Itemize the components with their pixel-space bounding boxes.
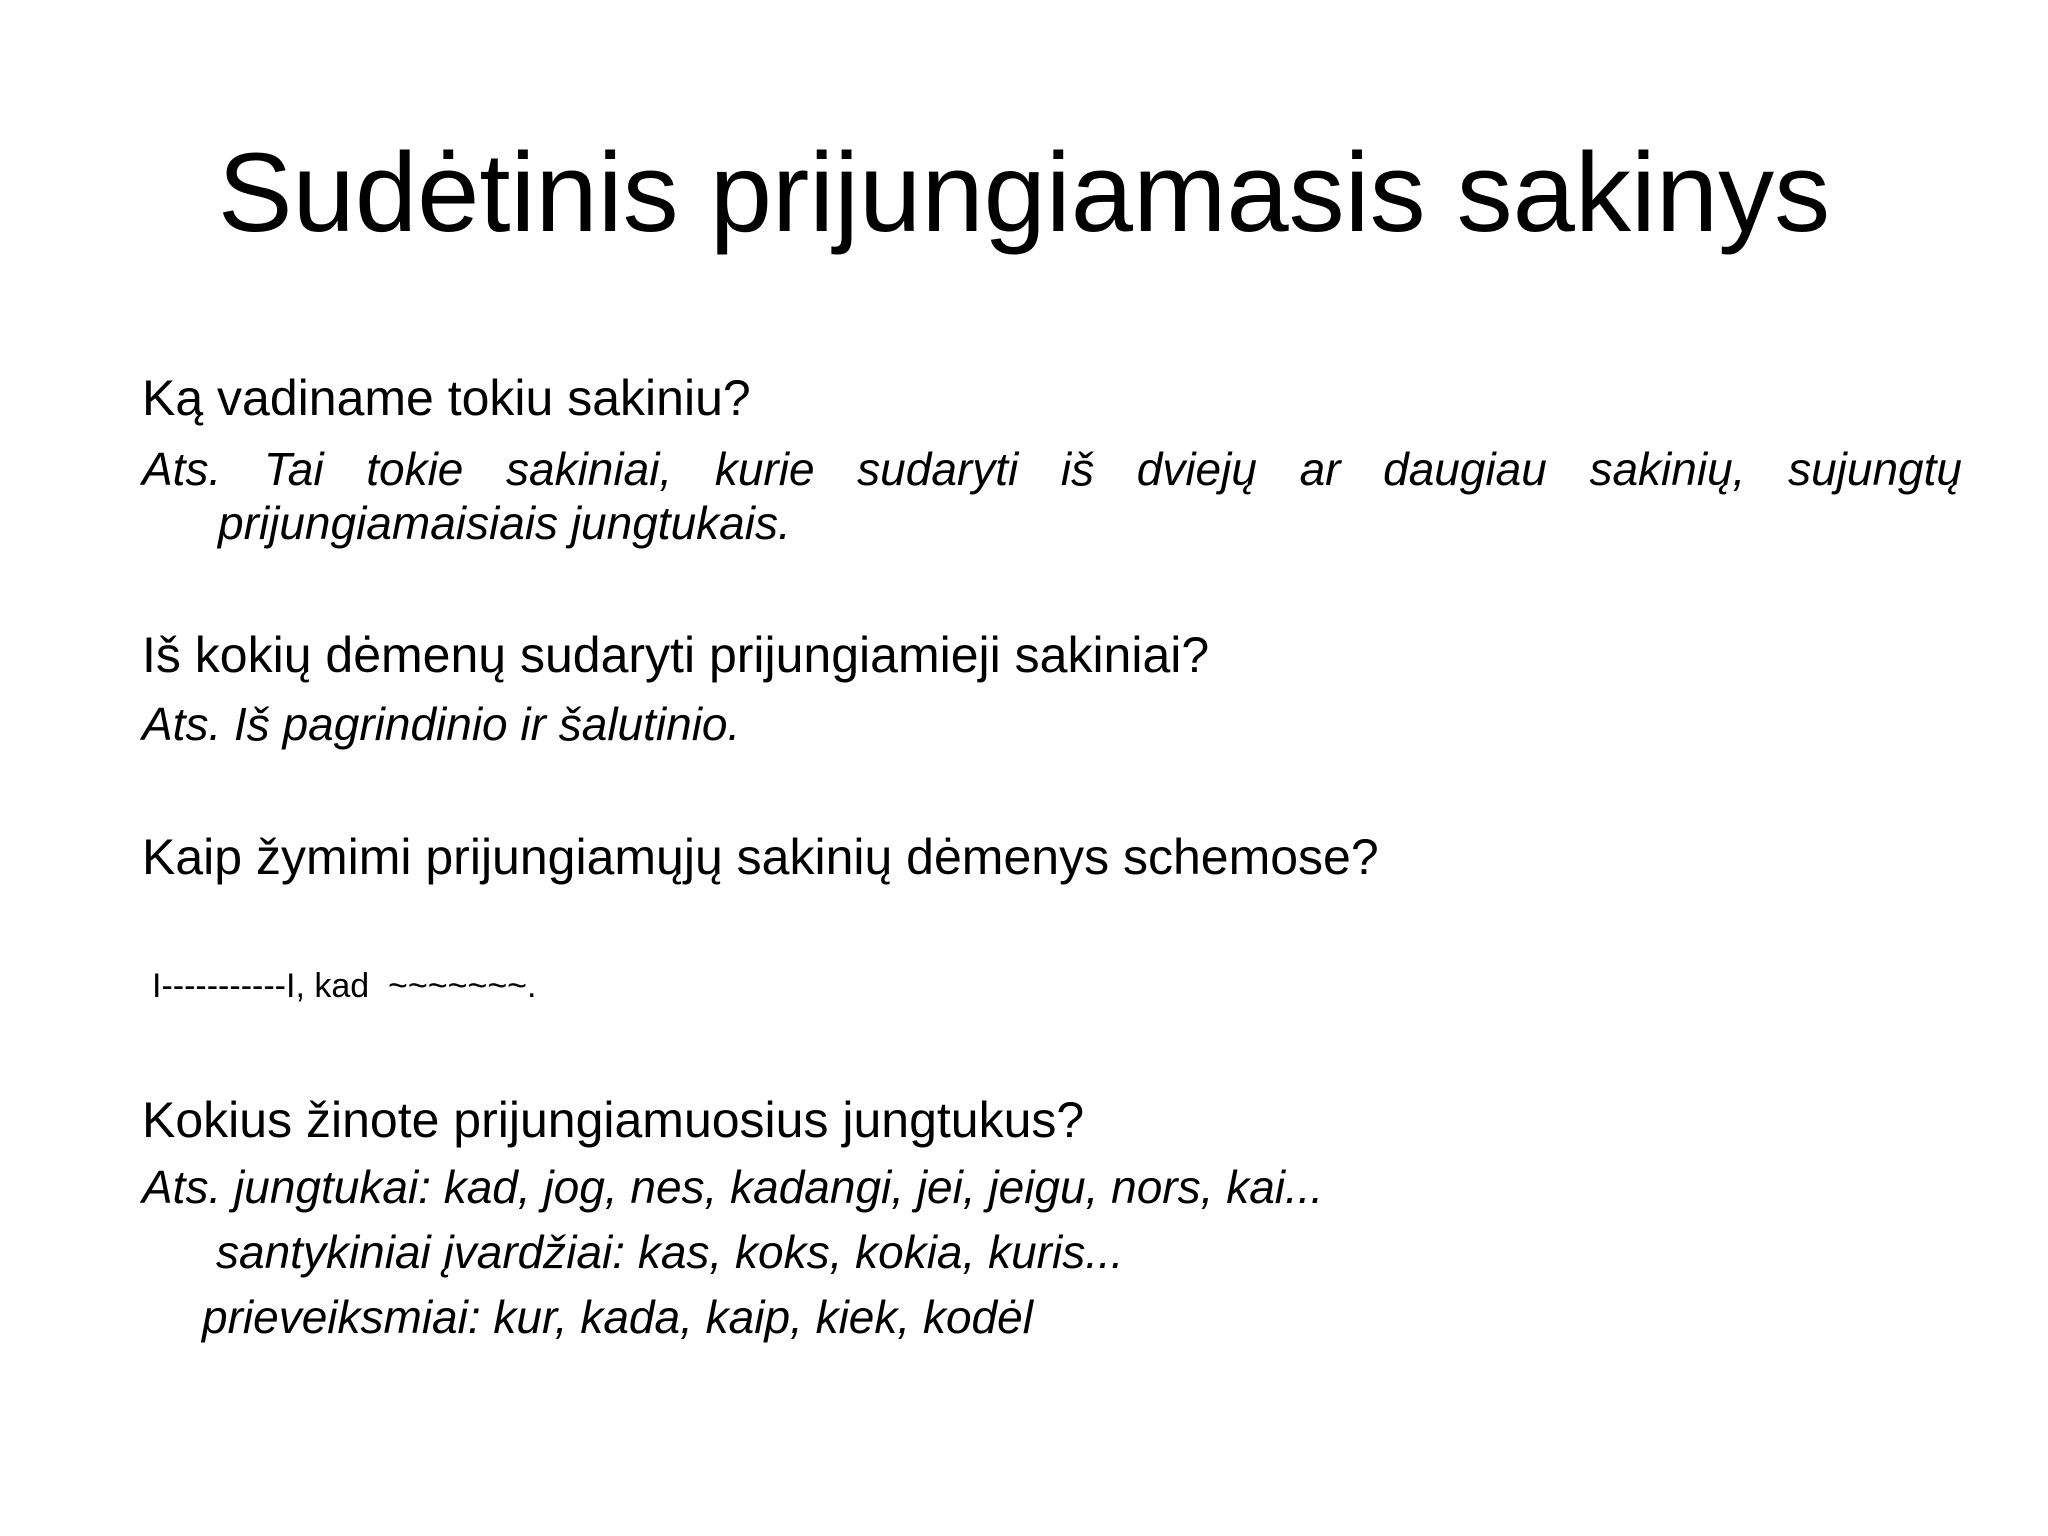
answer-1-line-1: Ats. Tai tokie sakiniai, kurie sudaryti iš dviejų ar daugiau sakinių, sujungtų [142,443,1962,495]
slide-title: Sudėtinis prijungiamasis sakinys [217,130,1831,255]
question-3: Kaip žymimi prijungiamųjų sakinių dėmenys schemose? [142,829,1379,885]
question-1: Ką vadiname tokiu sakiniu? [142,370,751,426]
answer-4-line-3: prieveiksmiai: kur, kada, kaip, kiek, kodėl [202,1291,1033,1343]
sentence-schema: I-----------I, kad ~~~~~~~. [152,967,537,1005]
question-2: Iš kokių dėmenų sudaryti prijungiamieji sakiniai? [142,627,1210,683]
answer-4-line-1: Ats. jungtukai: kad, jog, nes, kadangi, jei, jeigu, nors, kai... [142,1161,1324,1213]
answer-1-line-2: prijungiamaisiais jungtukais. [218,497,791,549]
question-4: Kokius žinote prijungiamuosius jungtukus? [142,1092,1085,1148]
answer-2: Ats. Iš pagrindinio ir šalutinio. [142,698,741,750]
answer-4-line-2: santykiniai įvardžiai: kas, koks, kokia, kuris... [216,1226,1124,1278]
